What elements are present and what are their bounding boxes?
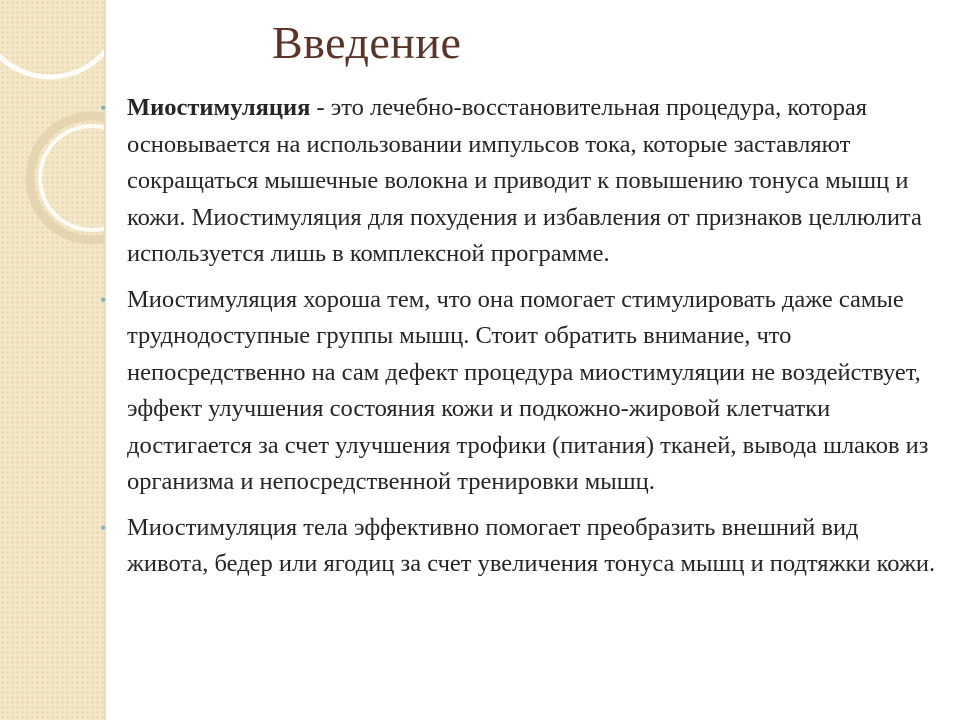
large-ring bbox=[0, 0, 106, 77]
term-bold: Миостимуляция bbox=[127, 94, 311, 121]
bullet-item bbox=[100, 282, 940, 501]
bullet-dot-icon: • bbox=[100, 98, 107, 118]
bullet-text: Миостимуляция тела эффективно помогает преобразить внешний вид живота, бедер или ягодиц за счет увеличения тонуса мышц и подтяжки кожи. bbox=[127, 513, 936, 577]
bullet-item bbox=[100, 90, 940, 273]
bullet-dot-icon: • bbox=[100, 517, 107, 538]
decorative-rings bbox=[0, 0, 106, 720]
bullet-text: Миостимуляция хороша тем, что она помогает стимулировать даже самые труднодоступные группы мышц. Стоит обратить внимание, что непосредственно на сам дефект процедура миостимуляции не воздействует, эффект улучшения состояния кожи и подкожно-жировой клетчатки достигается за счет улучшения трофики (питания) тканей, вывода шлаков из организма и непосредственной тренировки мышц. bbox=[127, 285, 929, 495]
bullet-dot-icon: • bbox=[100, 289, 107, 310]
bullet-text: - это лечебно-восстановительная процедура, которая основывается на использовании импульсов тока, которые заставляют сокращаться мышечные волокна и приводит к повышению тонуса мышц и кожи. Миостимуляция для похудения и избавления от признаков целлюлита используется лишь в комплексной программе. bbox=[127, 94, 922, 267]
bullet-item bbox=[100, 510, 940, 583]
decorative-side-panel bbox=[0, 0, 106, 720]
slide-title: Введение bbox=[272, 17, 462, 68]
medium-ring-highlight bbox=[40, 126, 106, 230]
bullet-list bbox=[100, 90, 940, 592]
